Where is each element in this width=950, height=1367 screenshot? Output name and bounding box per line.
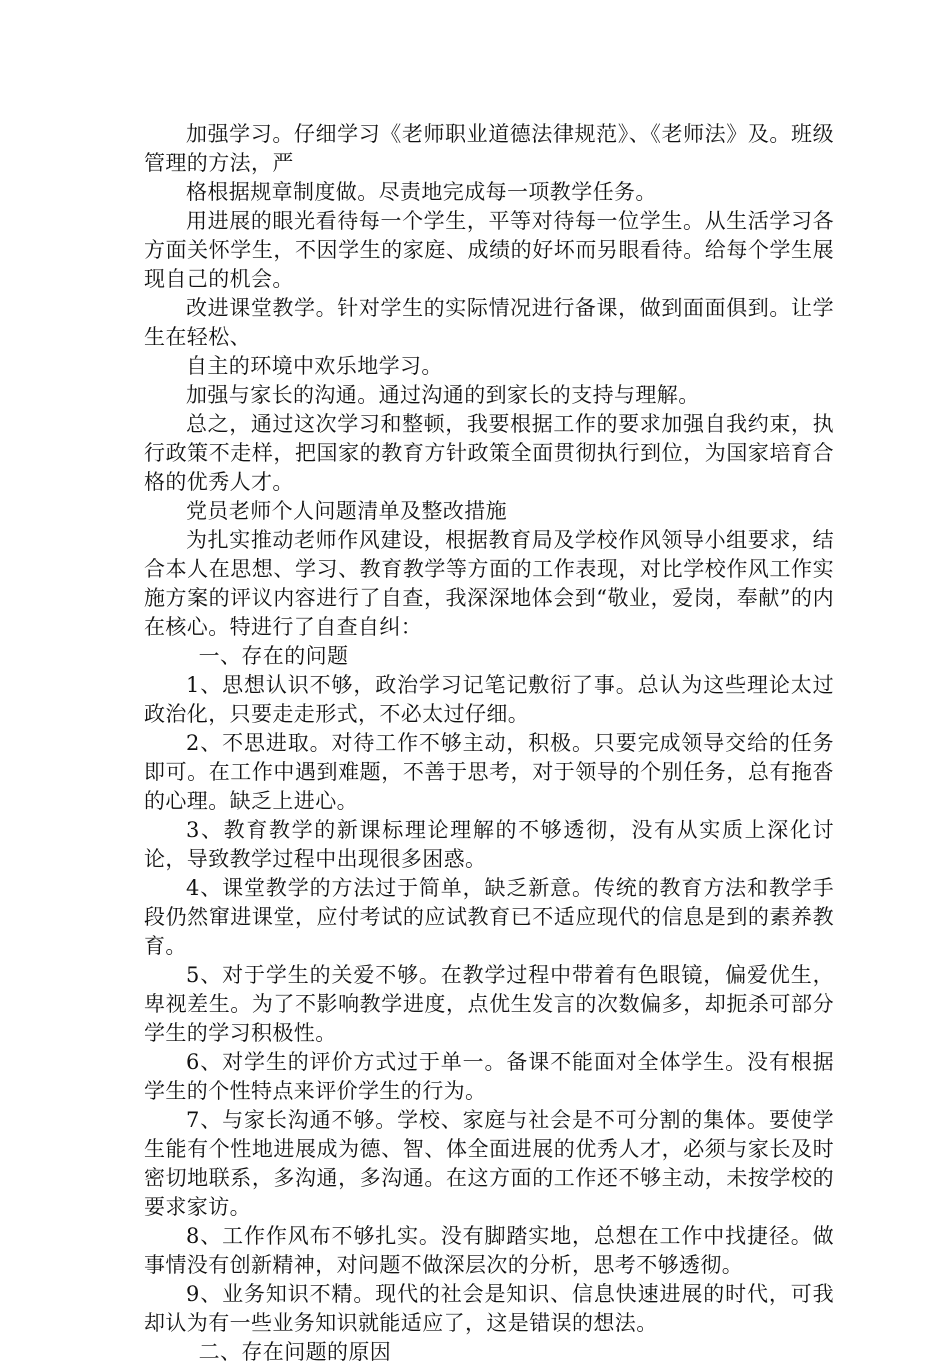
paragraph-rules: 格根据规章制度做。尽责地完成每一项教学任务。	[186, 180, 657, 204]
paragraph-intro: 为扎实推动老师作风建设，根据教育局及学校作风领导小组要求，结合本人在思想、学习、教育教学等方面的工作表现，对比学校作风工作实施方案的评议内容进行了自查，我深深地体会到“敬业，爱岗，奉献”的内在核心。特进行了自查自纠：	[144, 528, 834, 639]
paragraph-summary: 总之，通过这次学习和整顿，我要根据工作的要求加强自我约束，执行政策不走样，把国家的教育方针政策全面贯彻执行到位，为国家培育合格的优秀人才。	[144, 412, 834, 494]
heading-causes: 二、存在问题的原因	[198, 1340, 392, 1364]
problem-item-2: 2、不思进取。对待工作不够主动，积极。只要完成领导交给的任务即可。在工作中遇到难题，不善于思考，对于领导的个别任务，总有拖沓的心理。缺乏上进心。	[144, 731, 834, 813]
problem-item-1: 1、思想认识不够，政治学习记笔记敷衍了事。总认为这些理论太过政治化，只要走走形式，不必太过仔细。	[144, 673, 834, 726]
problem-item-5: 5、对于学生的关爱不够。在教学过程中带着有色眼镜，偏爱优生，卑视差生。为了不影响教学进度，点优生发言的次数偏多，却扼杀可部分学生的学习积极性。	[144, 963, 834, 1045]
document-page	[144, 120, 834, 1367]
problem-item-8: 8、工作作风布不够扎实。没有脚踏实地，总想在工作中找捷径。做事情没有创新精神，对问题不做深层次的分析，思考不够透彻。	[144, 1224, 834, 1277]
paragraph-parents: 加强与家长的沟通。通过沟通的到家长的支持与理解。	[186, 383, 700, 407]
paragraph-study: 加强学习。仔细学习《老师职业道德法律规范》、《老师法》及。班级管理的方法，严	[144, 122, 834, 175]
section-title: 党员老师个人问题清单及整改措施	[186, 499, 507, 523]
paragraph-classroom: 改进课堂教学。针对学生的实际情况进行备课，做到面面俱到。让学生在轻松、	[144, 296, 834, 349]
paragraph-equal-treatment: 用进展的眼光看待每一个学生，平等对待每一位学生。从生活学习各方面关怀学生，不因学生的家庭、成绩的好坏而另眼看待。给每个学生展现自己的机会。	[144, 209, 834, 291]
problem-item-3: 3、教育教学的新课标理论理解的不够透彻，没有从实质上深化讨论，导致教学过程中出现很多困惑。	[144, 818, 834, 871]
problem-item-6: 6、对学生的评价方式过于单一。备课不能面对全体学生。没有根据学生的个性特点来评价学生的行为。	[144, 1050, 834, 1103]
heading-problems: 一、存在的问题	[198, 644, 349, 668]
problem-item-4: 4、课堂教学的方法过于简单，缺乏新意。传统的教育方法和教学手段仍然窜进课堂，应付考试的应试教育已不适应现代的信息是到的素养教育。	[144, 876, 834, 958]
paragraph-environment: 自主的环境中欢乐地学习。	[186, 354, 443, 378]
problem-item-7: 7、与家长沟通不够。学校、家庭与社会是不可分割的集体。要使学生能有个性地进展成为德、智、体全面进展的优秀人才，必须与家长及时密切地联系，多沟通，多沟通。在这方面的工作还不够主动，未按学校的要求家访。	[144, 1108, 834, 1219]
problem-item-9: 9、业务知识不精。现代的社会是知识、信息快速进展的时代，可我却认为有一些业务知识就能适应了，这是错误的想法。	[144, 1282, 834, 1335]
